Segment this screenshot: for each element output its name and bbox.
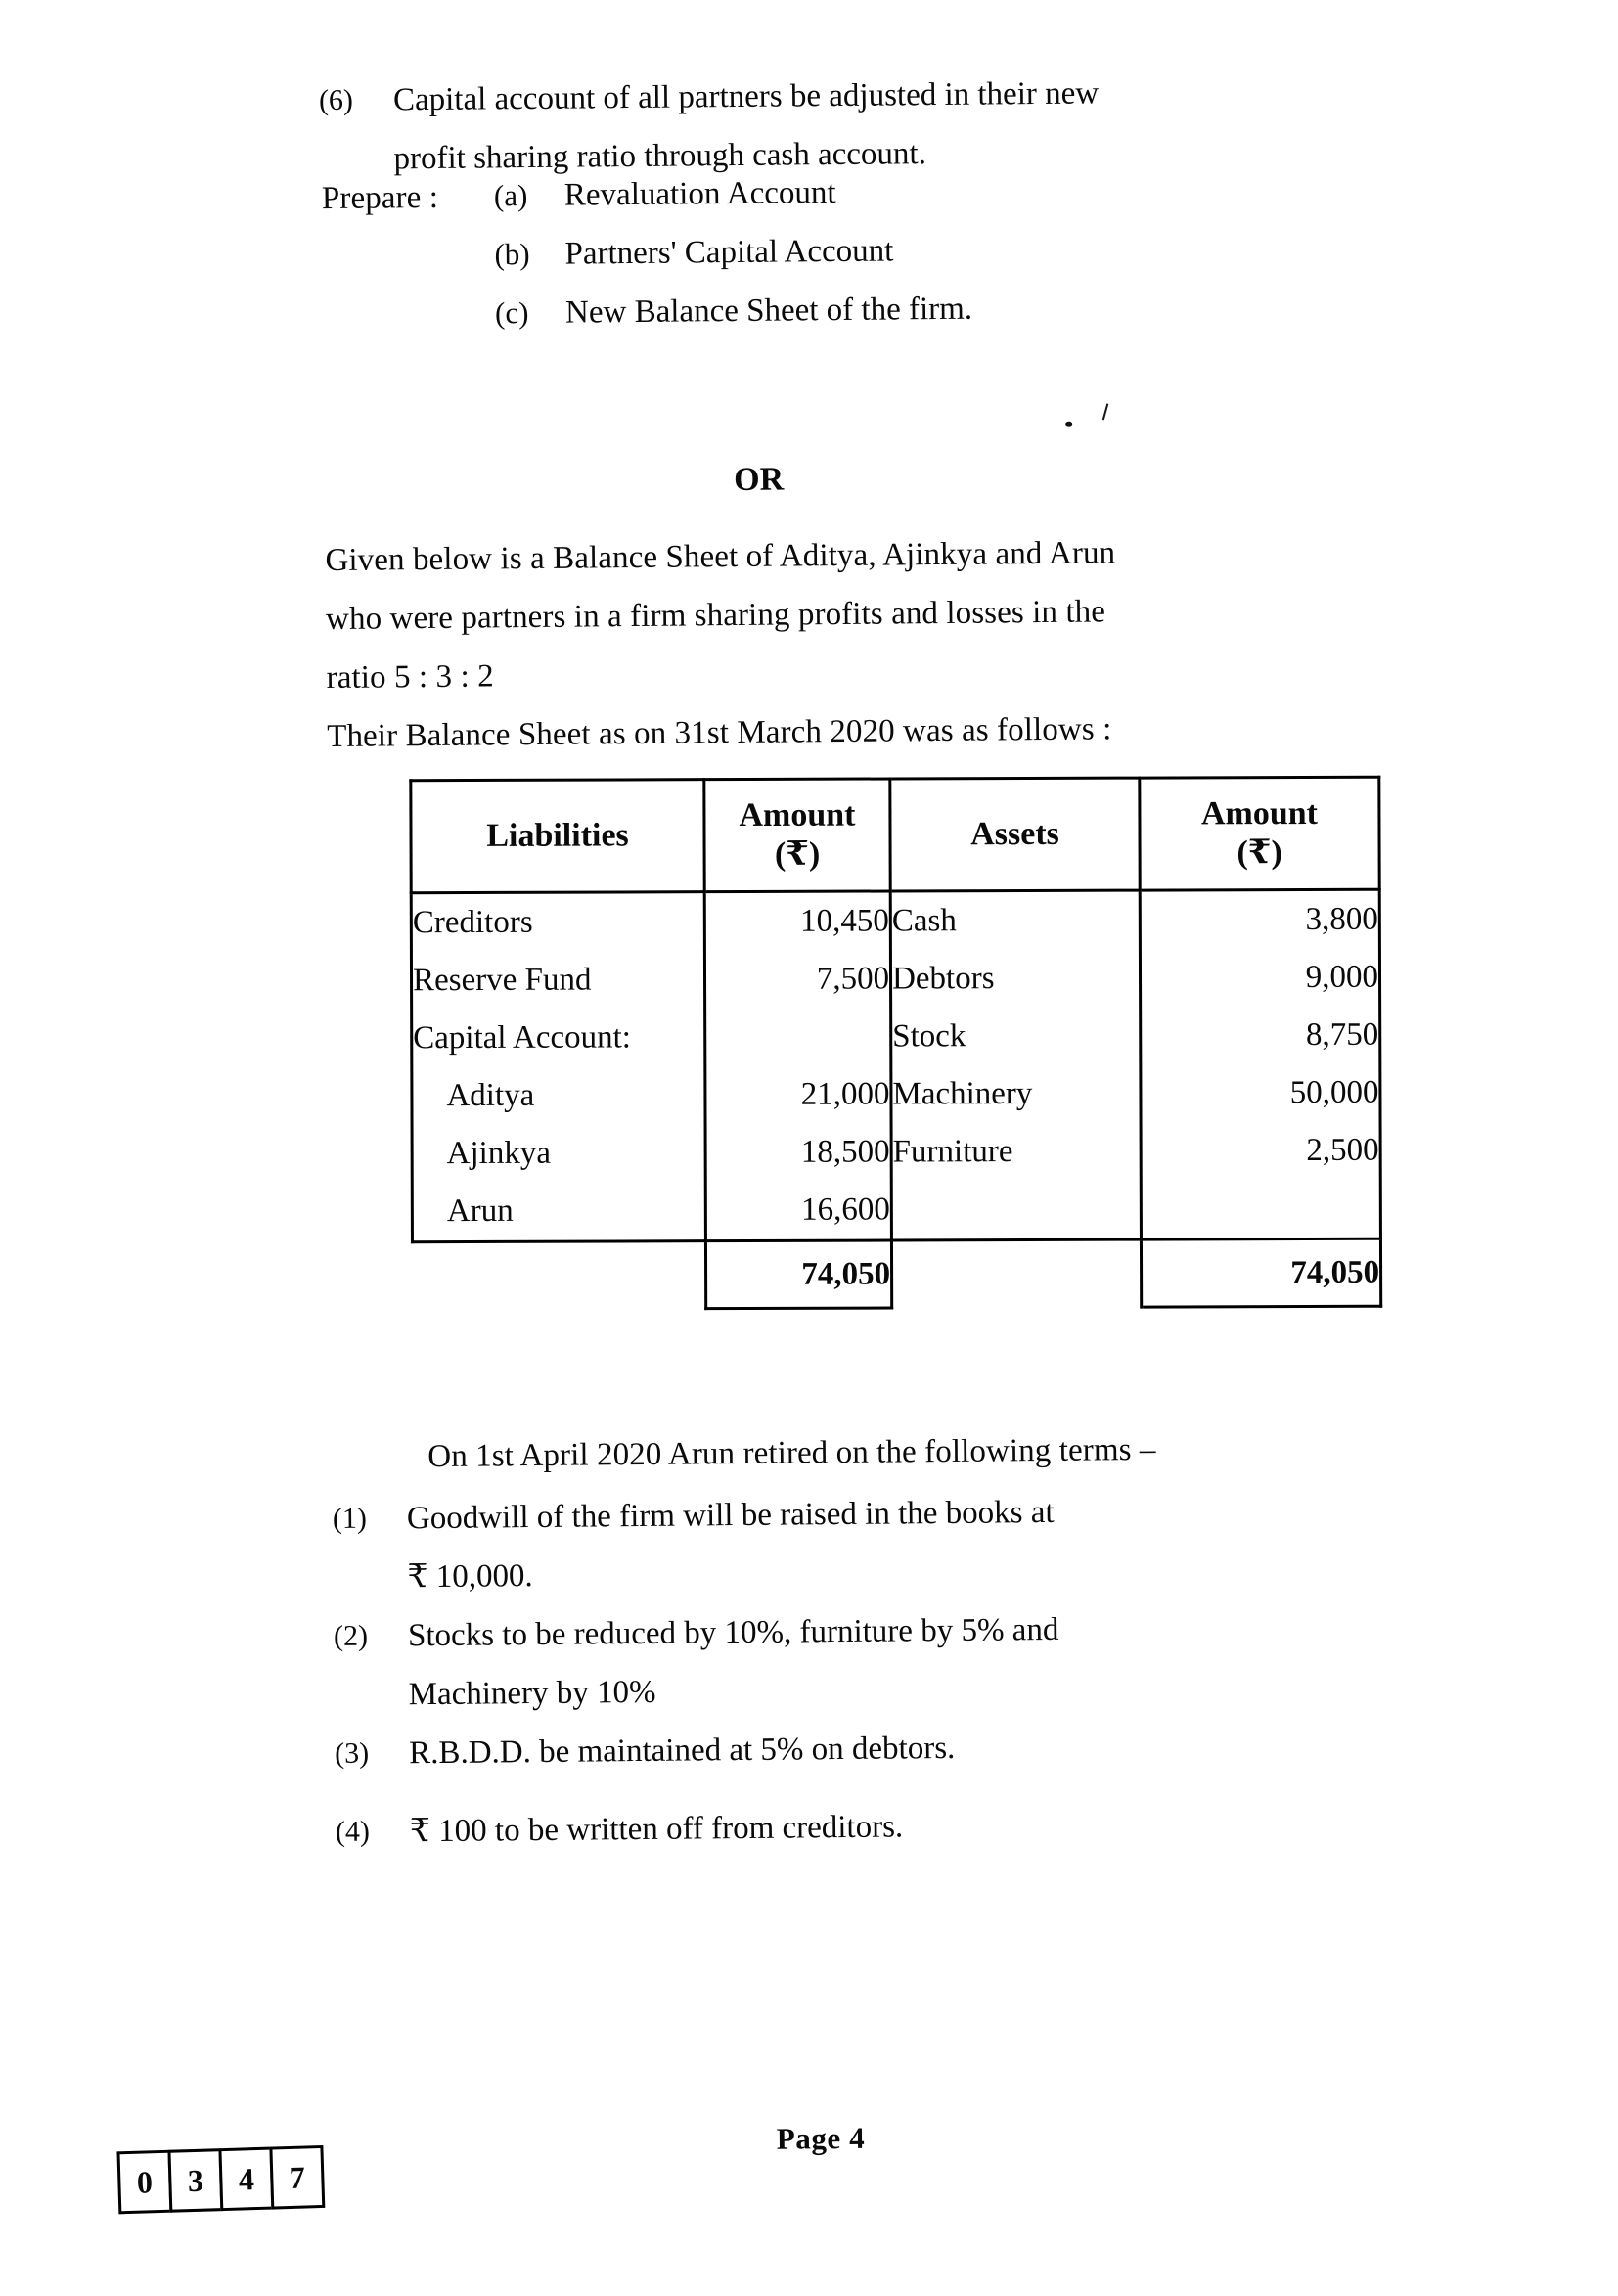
table-header-row: [411, 777, 1379, 892]
term-4-line-1: ₹ 100 to be written off from creditors.: [409, 1809, 904, 1850]
asset-name: Debtors: [891, 961, 995, 997]
clause-6-marker: (6): [318, 83, 354, 117]
liability-amount: 18,500: [800, 1134, 890, 1170]
liability-amount: 10,450: [800, 903, 889, 939]
term-1: [333, 1479, 1429, 1607]
header-amount-assets: [1140, 777, 1379, 890]
prepare-item-b: [494, 222, 893, 283]
total-assets-amount: 74,050: [1141, 1238, 1380, 1307]
liabilities-amount-cell: [704, 891, 891, 1241]
asset-amount: 8,750: [1305, 1016, 1379, 1054]
clause-6-line-2: profit sharing ratio through cash account.: [393, 136, 927, 177]
prepare-item-b-text: Partners' Capital Account: [564, 233, 894, 272]
term-2-line-1: Stocks to be reduced by 10%, furniture by 5% and: [407, 1611, 1059, 1654]
retirement-note: On 1st April 2020 Arun retired on the following terms –: [427, 1431, 1156, 1475]
or-divider: OR: [733, 461, 785, 499]
term-3-marker: (3): [335, 1736, 370, 1771]
header-amount-liabilities: [704, 779, 890, 892]
code-digit: 0: [116, 2150, 172, 2215]
page-number-label: Page 4: [776, 2120, 866, 2156]
term-4: [336, 1792, 1432, 1862]
liability-name: Reserve Fund: [412, 962, 592, 999]
header-liabilities: Liabilities: [411, 780, 704, 893]
header-amount-liabilities-word: Amount: [739, 796, 856, 834]
asset-amount: 50,000: [1289, 1074, 1379, 1111]
term-1-line-2: ₹ 10,000.: [407, 1558, 533, 1596]
liability-amount: 7,500: [816, 961, 890, 997]
asset-amount-blank: [1143, 1180, 1379, 1238]
total-liabilities-label-cell: [412, 1241, 705, 1310]
intro-line-3: ratio 5 : 3 : 2: [326, 658, 494, 697]
total-assets-label-cell: [891, 1239, 1141, 1308]
prepare-label: Prepare :: [321, 179, 439, 217]
term-3: [335, 1714, 1431, 1783]
liability-amount: 21,000: [800, 1076, 890, 1112]
liability-name: Aditya: [446, 1077, 535, 1114]
prepare-item-a-text: Revaluation Account: [563, 175, 836, 213]
total-liabilities-amount: 74,050: [705, 1240, 891, 1309]
header-amount-assets-word: Amount: [1200, 794, 1319, 833]
prepare-item-c-marker: (c): [494, 295, 529, 331]
term-1-line-1: Goodwill of the firm will be raised in the books at: [406, 1494, 1055, 1537]
liability-name: Capital Account:: [413, 1019, 632, 1057]
header-amount-liabilities-symbol: (₹): [774, 835, 821, 873]
asset-name: Cash: [891, 903, 957, 939]
code-digit: 4: [218, 2147, 274, 2212]
assets-amount-cell: [1140, 889, 1380, 1239]
asset-name: Stock: [892, 1018, 966, 1055]
code-digit: 3: [167, 2148, 223, 2213]
asset-name: Machinery: [892, 1075, 1033, 1112]
prepare-item-b-marker: (b): [494, 237, 530, 272]
asset-amount: 3,800: [1305, 901, 1378, 938]
liability-name: Creditors: [412, 904, 533, 941]
prepare-item-a-marker: (a): [493, 178, 528, 213]
term-1-text: [407, 1479, 1429, 1606]
header-amount-assets-symbol: (₹): [1236, 834, 1282, 872]
asset-amount: 2,500: [1306, 1132, 1379, 1169]
header-assets: Assets: [890, 778, 1140, 891]
table-body-row: [411, 889, 1380, 1241]
balance-sheet-table: [409, 776, 1382, 1311]
term-2: [334, 1597, 1430, 1725]
term-4-marker: (4): [335, 1815, 371, 1849]
clause-6-line-1: Capital account of all partners be adjusted in their new: [392, 75, 1100, 118]
term-2-line-2: Machinery by 10%: [408, 1674, 656, 1713]
intro-line-2: who were partners in a firm sharing profits and losses in the: [325, 594, 1106, 638]
prepare-item-c: [495, 281, 973, 342]
clause-6: [319, 61, 1416, 189]
term-3-line-1: R.B.D.D. be maintained at 5% on debtors.: [409, 1730, 956, 1772]
intro-line-1: Given below is a Balance Sheet of Aditya, Ajinkya and Arun: [325, 535, 1116, 579]
liabilities-cell: [411, 892, 705, 1242]
liability-amount: 16,600: [801, 1192, 890, 1228]
asset-name: Furniture: [892, 1134, 1013, 1170]
term-2-text: [408, 1597, 1430, 1724]
scan-tick: [1102, 403, 1108, 420]
intro-line-4: Their Balance Sheet as on 31st March 2020 was as follows :: [327, 711, 1112, 755]
code-digit: 7: [269, 2145, 325, 2210]
asset-name-blank: [893, 1181, 1140, 1239]
liability-name: Ajinkya: [446, 1135, 552, 1172]
scan-speck: [1065, 422, 1072, 427]
asset-amount: 9,000: [1305, 959, 1379, 996]
table-total-row: [412, 1238, 1380, 1309]
term-4-text: [410, 1792, 1432, 1861]
prepare-item-a: [494, 164, 836, 224]
prepare-item-c-text: New Balance Sheet of the firm.: [564, 291, 973, 331]
liability-amount-blank: [706, 1008, 889, 1066]
term-2-marker: (2): [333, 1619, 369, 1653]
assets-cell: [890, 890, 1141, 1240]
term-3-text: [409, 1714, 1431, 1782]
term-1-marker: (1): [332, 1502, 368, 1536]
liability-name: Arun: [446, 1193, 514, 1230]
